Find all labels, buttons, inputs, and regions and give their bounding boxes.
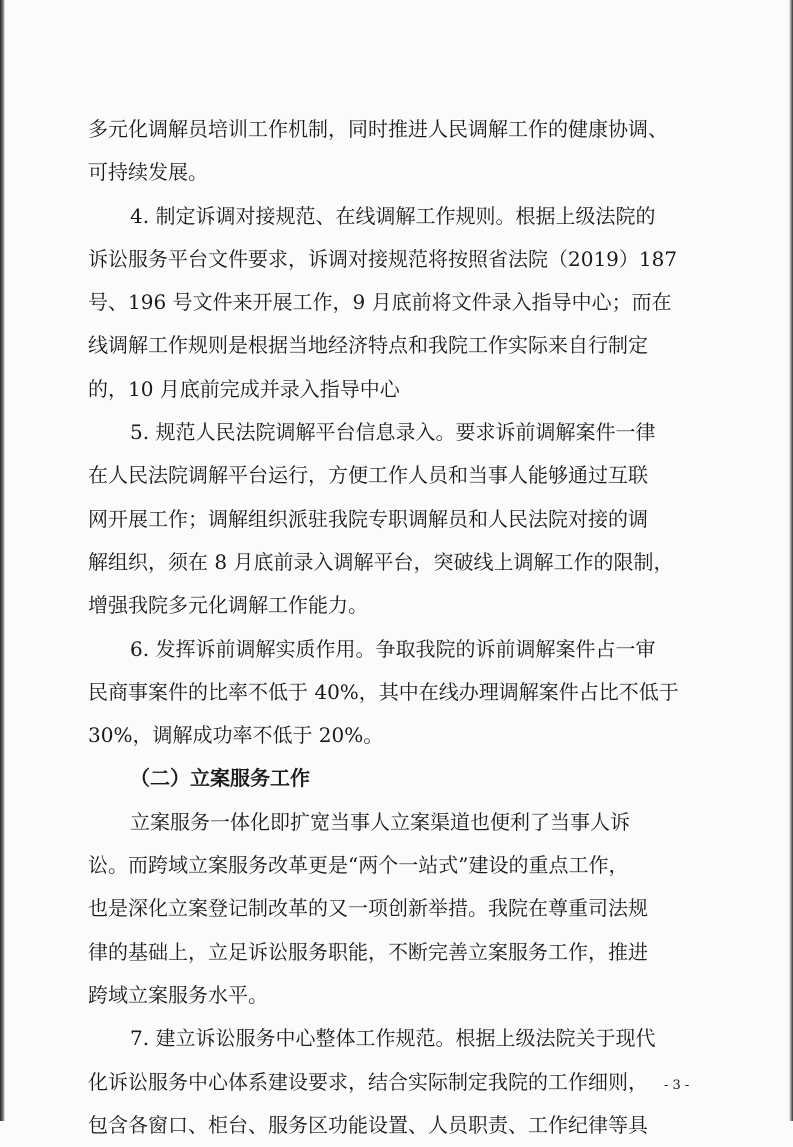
text-line: 跨域立案服务水平。: [88, 982, 268, 1007]
text-line: 包含各窗口、柜台、服务区功能设置、人员职责、工作纪律等具: [88, 1112, 648, 1137]
text-line: 律的基础上，立足诉讼服务职能，不断完善立案服务工作，推进: [88, 939, 648, 964]
text-line: 5. 规范人民法院调解平台信息录入。要求诉前调解案件一律: [130, 420, 656, 445]
scan-edge-right: [789, 0, 793, 1121]
text-line: 诉讼服务平台文件要求，诉调对接规范将按照省法院（2019）187: [88, 246, 678, 271]
text-line: 30%，调解成功率不低于 20%。: [88, 723, 384, 748]
section-heading: （二）立案服务工作: [130, 766, 310, 791]
text-line: 增强我院多元化调解工作能力。: [88, 593, 368, 618]
text-line: 的，10 月底前完成并录入指导中心: [88, 376, 400, 401]
text-line: 讼。而跨域立案服务改革更是“两个一站式”建设的重点工作，: [88, 853, 629, 878]
text-line: 多元化调解员培训工作机制，同时推进人民调解工作的健康协调、: [88, 117, 668, 141]
text-line: 线调解工作规则是根据当地经济特点和我院工作实际来自行制定: [88, 333, 648, 358]
text-line: 网开展工作；调解组织派驻我院专职调解员和人民法院对接的调: [88, 506, 648, 531]
text-line: 立案服务一体化即扩宽当事人立案渠道也便利了当事人诉: [130, 809, 630, 834]
text-line: 在人民法院调解平台运行，方便工作人员和当事人能够通过互联: [88, 463, 648, 488]
text-line: 7. 建立诉讼服务中心整体工作规范。根据上级法院关于现代: [130, 1026, 656, 1051]
text-line: 4. 制定诉调对接规范、在线调解工作规则。根据上级法院的: [130, 203, 656, 228]
document-body: [88, 108, 694, 1147]
text-line: 可持续发展。: [88, 160, 208, 185]
text-line: 6. 发挥诉前调解实质作用。争取我院的诉前调解案件占一审: [130, 636, 656, 661]
text-line: 民商事案件的比率不低于 40%，其中在线办理调解案件占比不低于: [88, 679, 679, 704]
scan-edge-left: [0, 0, 5, 1121]
text-line: 也是深化立案登记制改革的又一项创新举措。我院在尊重司法规: [88, 896, 648, 921]
page-number: - 3 -: [664, 1078, 690, 1093]
text-line: 号、196 号文件来开展工作，9 月底前将文件录入指导中心；而在: [88, 290, 672, 315]
text-line: 解组织，须在 8 月底前录入调解平台，突破线上调解工作的限制，: [88, 549, 674, 574]
text-line: 化诉讼服务中心体系建设要求，结合实际制定我院的工作细则，: [88, 1069, 648, 1094]
